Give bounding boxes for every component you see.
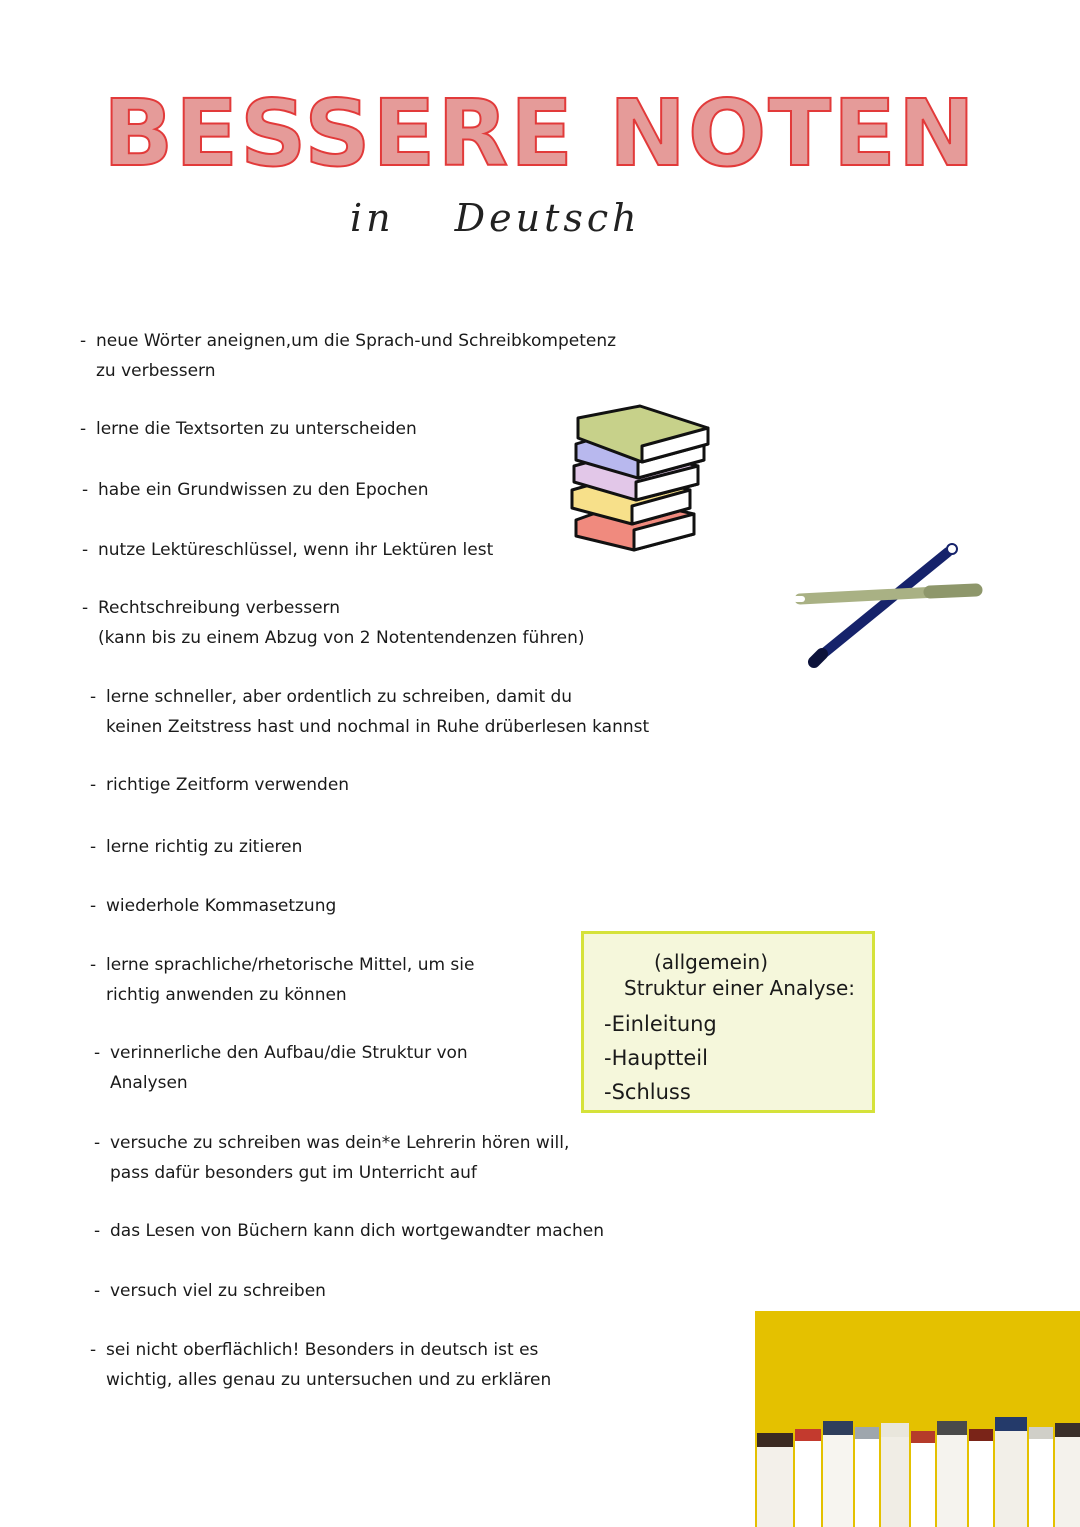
tip-item: - lerne sprachliche/rhetorische Mittel, um sie richtig anwenden zu können (90, 955, 475, 1005)
note-item: -Einleitung (604, 1012, 717, 1036)
book-stack-illustration (562, 404, 722, 554)
note-title: (allgemein) (654, 950, 768, 974)
analysis-structure-note (581, 931, 875, 1113)
books-photo (755, 1311, 1080, 1527)
page-subtitle (350, 196, 641, 240)
tip-item: - versuch viel zu schreiben (94, 1281, 326, 1301)
tip-item: - lerne richtig zu zitieren (90, 837, 303, 857)
page-title: BESSERE NOTEN (103, 80, 977, 187)
pens-illustration (788, 540, 988, 670)
tip-item: - wiederhole Kommasetzung (90, 896, 337, 916)
tip-item: - sei nicht oberflächlich! Besonders in deutsch ist es wichtig, alles genau zu untersuchen und zu erklären (90, 1340, 552, 1390)
tip-item: - versuche zu schreiben was dein*e Lehrerin hören will, pass dafür besonders gut im Unterricht auf (94, 1133, 570, 1183)
tip-item: - lerne schneller, aber ordentlich zu schreiben, damit du keinen Zeitstress hast und nochmal in Ruhe drüberlesen kannst (90, 687, 650, 737)
note-item: -Schluss (604, 1080, 691, 1104)
note-subtitle: Struktur einer Analyse: (624, 976, 856, 1000)
tip-item: - richtige Zeitform verwenden (90, 775, 350, 795)
tip-item: - das Lesen von Büchern kann dich wortgewandter machen (94, 1221, 605, 1241)
tip-item: - habe ein Grundwissen zu den Epochen (82, 480, 429, 500)
tip-item: - Rechtschreibung verbessern (kann bis zu einem Abzug von 2 Notentendenzen führen) (82, 598, 585, 648)
tip-item: - verinnerliche den Aufbau/die Struktur von Analysen (94, 1043, 468, 1093)
note-item: -Hauptteil (604, 1046, 708, 1070)
tip-item: - neue Wörter aneignen,um die Sprach-und Schreibkompetenz zu verbessern (80, 331, 617, 381)
subtitle-in: in (350, 196, 395, 240)
tip-item: - nutze Lektüreschlüssel, wenn ihr Lektüren lest (82, 540, 494, 560)
tip-item: - lerne die Textsorten zu unterscheiden (80, 419, 417, 439)
subtitle-subject: Deutsch (454, 196, 641, 240)
